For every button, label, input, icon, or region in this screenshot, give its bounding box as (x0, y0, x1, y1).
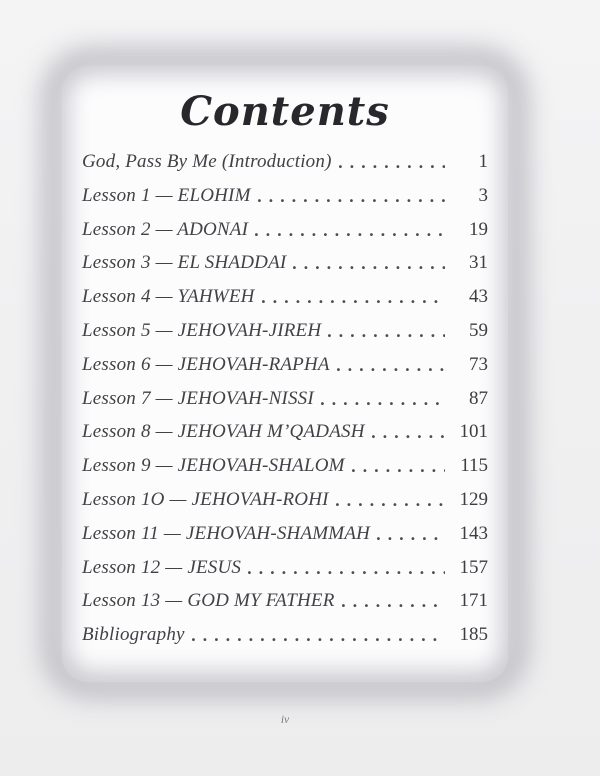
dot-leader (262, 299, 445, 303)
dot-leader (328, 333, 445, 337)
toc-entry-page-number: 43 (469, 286, 488, 308)
toc-entry-page-number: 157 (459, 556, 488, 578)
toc-entry-label: Lesson 5 — JEHOVAH-JIREH (82, 319, 322, 341)
toc-entry-page-number: 129 (459, 488, 488, 510)
toc-entry-label: Lesson 8 — JEHOVAH M’QADASH (82, 421, 365, 443)
toc-entry-label: Lesson 4 — YAHWEH (82, 286, 255, 308)
dot-leader (321, 401, 445, 405)
toc-entry (82, 590, 488, 624)
contents-page (82, 88, 488, 658)
dot-leader (192, 637, 445, 641)
toc-entry-label: God, Pass By Me (Introduction) (82, 151, 332, 172)
toc-entry (82, 388, 488, 422)
toc-entry-page-number: 73 (469, 353, 488, 375)
toc-entry-page-number: 87 (469, 387, 488, 409)
toc-entry (82, 219, 488, 253)
toc-entry-page-number: 171 (459, 590, 488, 612)
toc-entry-label: Lesson 3 — EL SHADDAI (82, 252, 287, 274)
toc-entry (82, 286, 488, 320)
dot-leader (336, 502, 445, 506)
toc-entry (82, 624, 488, 658)
dot-leader (258, 198, 445, 202)
dot-leader (248, 570, 445, 574)
toc-entry-page-number: 185 (459, 624, 488, 646)
toc-list (82, 151, 488, 658)
toc-entry-label: Lesson 11 — JEHOVAH-SHAMMAH (82, 522, 371, 544)
dot-leader (372, 434, 445, 438)
toc-entry-label: Lesson 1 — ELOHIM (82, 184, 251, 206)
dot-leader (342, 603, 445, 607)
dot-leader (339, 164, 445, 168)
dot-leader (337, 367, 445, 371)
toc-entry-page-number: 3 (478, 184, 488, 206)
toc-entry (82, 489, 488, 523)
toc-entry-label: Lesson 2 — ADONAI (82, 218, 249, 240)
toc-entry (82, 557, 488, 591)
toc-entry-label: Lesson 12 — JESUS (82, 556, 242, 578)
dot-leader (377, 536, 445, 540)
toc-entry-page-number: 143 (459, 522, 488, 544)
toc-entry (82, 252, 488, 286)
folio-page-number: iv (280, 714, 290, 726)
toc-entry-page-number: 1 (478, 151, 488, 172)
toc-entry (82, 185, 488, 219)
toc-entry-page-number: 115 (460, 455, 488, 477)
toc-entry (82, 421, 488, 455)
toc-entry-page-number: 101 (459, 421, 488, 443)
toc-entry (82, 320, 488, 354)
toc-entry-label: Lesson 1O — JEHOVAH-ROHI (82, 488, 329, 510)
toc-entry-label: Lesson 13 — GOD MY FATHER (82, 590, 335, 612)
page-title: Contents (180, 88, 390, 135)
toc-entry-page-number: 59 (469, 319, 488, 341)
toc-entry-page-number: 19 (469, 218, 488, 240)
toc-entry-label: Lesson 9 — JEHOVAH-SHALOM (82, 455, 345, 477)
toc-entry-page-number: 31 (469, 252, 488, 274)
dot-leader (293, 265, 445, 269)
toc-entry-label: Bibliography (82, 624, 185, 646)
toc-entry-label: Lesson 7 — JEHOVAH-NISSI (82, 387, 314, 409)
toc-entry (82, 151, 488, 185)
toc-entry-label: Lesson 6 — JEHOVAH-RAPHA (82, 353, 330, 375)
toc-entry (82, 354, 488, 388)
toc-entry (82, 455, 488, 489)
dot-leader (352, 468, 445, 472)
dot-leader (255, 232, 445, 236)
toc-entry (82, 523, 488, 557)
